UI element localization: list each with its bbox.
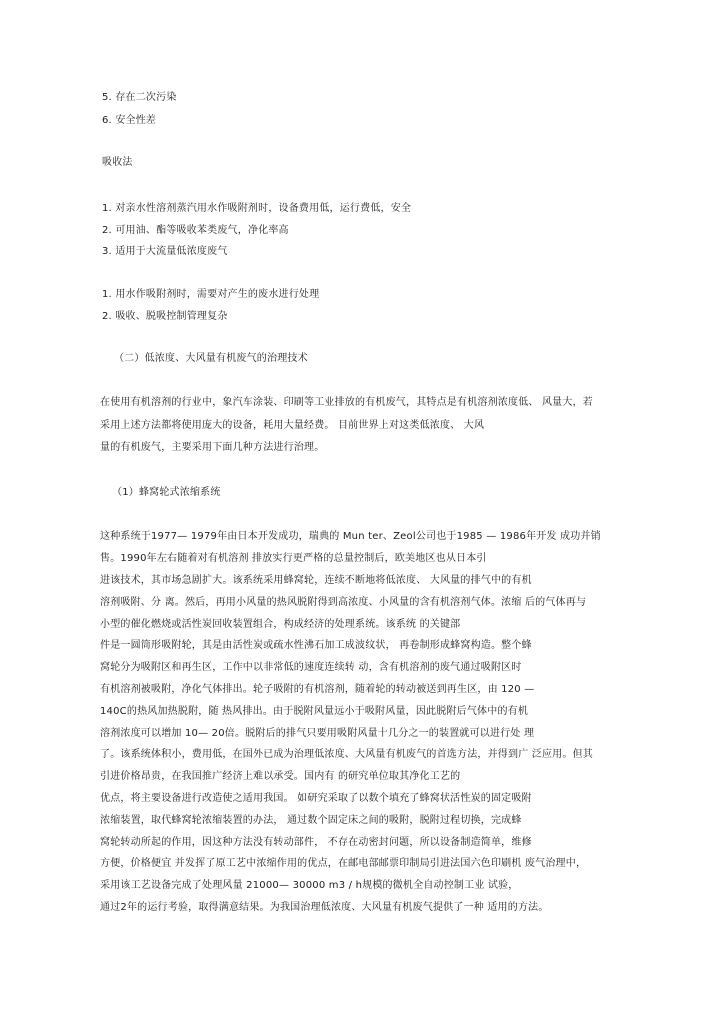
paragraph-line: 溶剂吸附、分 离。然后，再用小风量的热风脱附得到高浓度、小风量的含有机溶剂气体。浓缩 后的气体再与 <box>100 597 587 608</box>
paragraph-line: 方便，价格便宜 并发挥了原工艺中浓缩作用的优点，在邮电部邮票印制局引进法国六色印刷机 废气治理中， <box>100 858 587 869</box>
list-item: 1. 用水作吸附剂时，需要对产生的废水进行处理 <box>102 289 320 300</box>
paragraph-line: 这种系统于1977— 1979年由日本开发成功，瑞典的 Mun ter、Zeol公司也于1985 — 1986年开发 成功并销 <box>100 531 601 542</box>
list-item: 6. 安全性差 <box>102 115 157 126</box>
paragraph-line: 140C的热风加热脱附，随 热风排出。由于脱附风量远小于吸附风量，因此脱附后气体中的有机 <box>100 706 529 717</box>
paragraph-line: 了。该系统体积小，费用低，在国外已成为治理低浓度、大风量有机废气的首选方法，并得到广 泛应用。但其 <box>100 749 593 760</box>
paragraph-line: 溶剂浓度可以增加 10— 20倍。脱附后的排气只要用吸附风量十几分之一的装置就可以进行处 理 <box>100 728 535 739</box>
paragraph-line: 采用上述方法都将使用庞大的设备，耗用大量经费。 目前世界上对这类低浓度、 大风 <box>100 420 485 431</box>
paragraph-line: 量的有机废气，主要采用下面几种方法进行治理。 <box>100 442 325 453</box>
section-heading: （二）低浓度、大风量有机废气的治理技术 <box>114 353 308 364</box>
paragraph-line: 窝轮转动所起的作用，因这种方法没有转动部件， 不存在动密封问题，所以设备制造简单，维修 <box>100 837 532 848</box>
paragraph-line: 采用该工艺设备完成了处理风量 21000— 30000 m3 / h规模的微机全自动控制工业 试验， <box>100 880 519 891</box>
paragraph-line: 引进价格昂贵，在我国推广经济上难以承受。国内有 的研究单位取其净化工艺的 <box>100 771 461 782</box>
list-item: 1. 对亲水性溶剂蒸汽用水作吸附剂时，设备费用低，运行费低，安全 <box>102 203 412 214</box>
paragraph-line: 通过2年的运行考验，取得满意结果。为我国治理低浓度、大风量有机废气提供了一种 适用的方法。 <box>100 902 549 913</box>
list-item: 2. 可用油、酯等吸收苯类废气，净化率高 <box>102 225 289 236</box>
paragraph-line: 售。1990年左右随着对有机溶剂 排放实行更严格的总量控制后，欧美地区也从日本引 <box>100 553 487 564</box>
list-item: 5. 存在二次污染 <box>102 92 177 103</box>
list-item: 2. 吸收、脱吸控制管理复杂 <box>102 311 228 322</box>
paragraph-line: 小型的催化燃烧或活性炭回收装置组合，构成经济的处理系统。该系统 的关键部 <box>100 619 461 630</box>
paragraph-line: 优点，将主要设备进行改造使之适用我国。 如研究采取了以数个填充了蜂窝状活性炭的固定吸附 <box>100 793 532 804</box>
paragraph-line: 窝轮分为吸附区和再生区，工作中以非常低的速度连续转 动，含有机溶剂的废气通过吸附区时 <box>100 662 522 673</box>
paragraph-line: 件是一圆筒形吸附轮，其是由活性炭或疏水性沸石加工成波纹状， 再卷制形成蜂窝构造。整个蜂 <box>100 640 532 651</box>
paragraph-line: 进该技术，其市场急剧扩大。该系统采用蜂窝轮，连续不断地将低浓度、 大风量的排气中的有机 <box>100 575 532 586</box>
paragraph-line: 浓缩装置，取代蜂窝轮浓缩装置的办法， 通过数个固定床之间的吸附，脱附过程切换，完成蜂 <box>100 815 522 826</box>
section-heading: 吸收法 <box>102 157 133 168</box>
list-item: 3. 适用于大流量低浓度废气 <box>102 246 228 257</box>
paragraph-line: 有机溶剂被吸附，净化气体排出。轮子吸附的有机溶剂，随着轮的转动被送到再生区，由 120 — <box>100 684 535 695</box>
paragraph-line: 在使用有机溶剂的行业中，象汽车涂装、印刷等工业排放的有机废气，其特点是有机溶剂浓度低、 风量大，若 <box>100 397 593 408</box>
subsection-heading: （1）蜂窝轮式浓缩系统 <box>112 487 221 498</box>
